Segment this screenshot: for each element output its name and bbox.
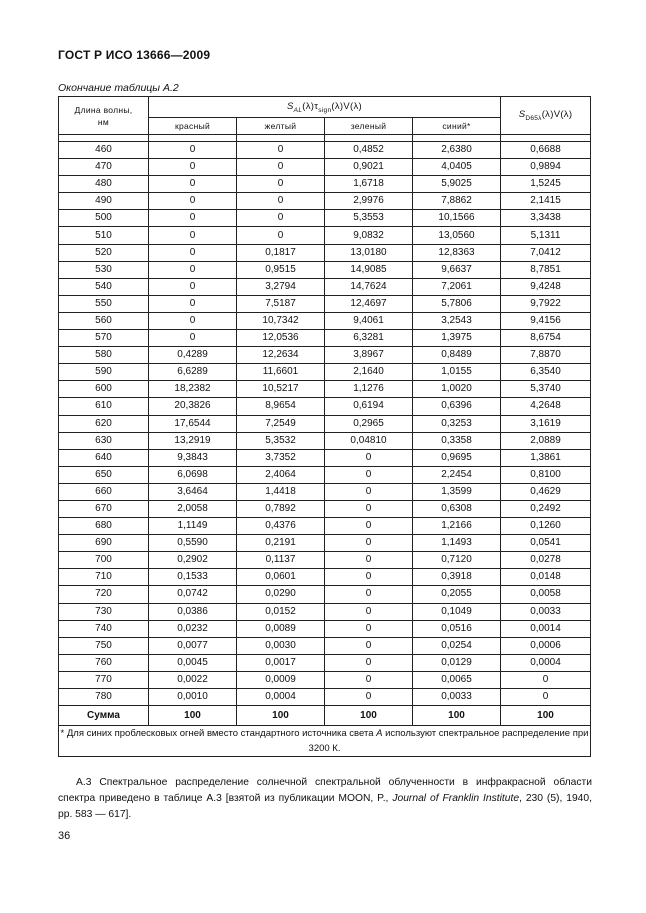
value-cell: 0 [149, 278, 237, 295]
value-cell: 0,5590 [149, 535, 237, 552]
value-cell: 0,0010 [149, 689, 237, 706]
value-cell: 0 [149, 312, 237, 329]
value-cell: 0,6194 [325, 398, 413, 415]
value-cell: 0 [149, 193, 237, 210]
wavelength-cell: 750 [59, 637, 149, 654]
wavelength-cell: 520 [59, 244, 149, 261]
value-cell: 12,0536 [237, 330, 325, 347]
footnote [59, 726, 591, 757]
value-cell: 0 [325, 689, 413, 706]
table-row [59, 193, 591, 210]
section-a3-paragraph [58, 775, 592, 823]
value-cell: 0,2965 [325, 415, 413, 432]
value-cell: 0,0058 [501, 586, 591, 603]
subcolumn-blue: синий* [413, 118, 501, 135]
wavelength-cell: 540 [59, 278, 149, 295]
table-row [59, 398, 591, 415]
table-row [59, 637, 591, 654]
page-number: 36 [58, 830, 71, 842]
value-cell: 0 [501, 671, 591, 688]
d65-rest: (λ)V(λ) [541, 109, 573, 121]
value-cell: 12,8363 [413, 244, 501, 261]
value-cell: 1,4418 [237, 483, 325, 500]
value-cell: 5,9025 [413, 176, 501, 193]
value-cell: 7,2549 [237, 415, 325, 432]
wavelength-cell: 560 [59, 312, 149, 329]
value-cell: 0,0089 [237, 620, 325, 637]
d65-sub: D65λ [525, 114, 542, 122]
value-cell: 1,1493 [413, 535, 501, 552]
table-row [59, 415, 591, 432]
table-row [59, 535, 591, 552]
value-cell: 9,4156 [501, 312, 591, 329]
value-cell: 0,9021 [325, 159, 413, 176]
group-s-sub: A [293, 106, 299, 114]
d65-s: S [518, 109, 526, 121]
value-cell: 1,3975 [413, 330, 501, 347]
value-cell: 0 [237, 227, 325, 244]
value-cell: 7,2061 [413, 278, 501, 295]
value-cell: 5,1311 [501, 227, 591, 244]
value-cell: 0,0033 [501, 603, 591, 620]
value-cell: 0,1533 [149, 569, 237, 586]
value-cell: 0 [237, 142, 325, 159]
value-cell: 0,7892 [237, 500, 325, 517]
value-cell: 2,2454 [413, 466, 501, 483]
value-cell: 0,0278 [501, 552, 591, 569]
value-cell: 1,3599 [413, 483, 501, 500]
value-cell: 0,2492 [501, 500, 591, 517]
value-cell: 0,8100 [501, 466, 591, 483]
value-cell: 9,3843 [149, 449, 237, 466]
value-cell: 0,0014 [501, 620, 591, 637]
value-cell: 0 [149, 159, 237, 176]
group-rest: (λ)V(λ) [331, 100, 362, 112]
value-cell: 13,0560 [413, 227, 501, 244]
value-cell: 7,0412 [501, 244, 591, 261]
wavelength-cell: 460 [59, 142, 149, 159]
value-cell: 0,6688 [501, 142, 591, 159]
wavelength-cell: 720 [59, 586, 149, 603]
value-cell: 8,6754 [501, 330, 591, 347]
table-row [59, 295, 591, 312]
value-cell: 0 [325, 637, 413, 654]
wavelength-cell: 570 [59, 330, 149, 347]
value-cell: 0 [325, 466, 413, 483]
document-header: ГОСТ Р ИСО 13666—2009 [58, 48, 211, 62]
table-row [59, 330, 591, 347]
value-cell: 0 [325, 671, 413, 688]
group-lambda: (λ)τ [302, 100, 319, 112]
wavelength-unit: нм [97, 116, 110, 127]
table-row [59, 210, 591, 227]
value-cell: 0,2055 [413, 586, 501, 603]
value-cell: 0,3253 [413, 415, 501, 432]
value-cell: 0 [325, 569, 413, 586]
table-row [59, 227, 591, 244]
value-cell: 12,4697 [325, 295, 413, 312]
group-header [149, 97, 501, 118]
table-row [59, 381, 591, 398]
value-cell: 0,6396 [413, 398, 501, 415]
wavelength-cell: 480 [59, 176, 149, 193]
journal-title: Journal of Franklin Institute [392, 793, 520, 804]
value-cell: 0,0065 [413, 671, 501, 688]
footnote-text: * Для синих проблесковых огней вместо стандартного источника света [60, 728, 377, 740]
sum-cell: 100 [149, 706, 237, 726]
value-cell: 1,1149 [149, 518, 237, 535]
wavelength-cell: 580 [59, 347, 149, 364]
value-cell: 1,2166 [413, 518, 501, 535]
value-cell: 0,0004 [501, 654, 591, 671]
footnote-emph: А [376, 728, 383, 740]
value-cell: 7,5187 [237, 295, 325, 312]
value-cell: 0,1049 [413, 603, 501, 620]
value-cell: 0 [149, 176, 237, 193]
value-cell: 0 [149, 210, 237, 227]
value-cell: 2,1640 [325, 364, 413, 381]
footnote-text-end: используют спектральное распределение при 3200 К. [308, 728, 589, 755]
table-row [59, 518, 591, 535]
table-row [59, 689, 591, 706]
value-cell: 10,5217 [237, 381, 325, 398]
value-cell: 0,1260 [501, 518, 591, 535]
value-cell: 4,2648 [501, 398, 591, 415]
value-cell: 20,3826 [149, 398, 237, 415]
table-row [59, 312, 591, 329]
value-cell: 0,3358 [413, 432, 501, 449]
value-cell: 0,0004 [237, 689, 325, 706]
sum-row [59, 706, 591, 726]
group-s-sub2: L [298, 106, 303, 114]
value-cell: 0 [325, 552, 413, 569]
value-cell: 0,0030 [237, 637, 325, 654]
value-cell: 0,1817 [237, 244, 325, 261]
value-cell: 3,2794 [237, 278, 325, 295]
value-cell: 0,0290 [237, 586, 325, 603]
value-cell: 3,7352 [237, 449, 325, 466]
value-cell: 0,3918 [413, 569, 501, 586]
value-cell: 0,0232 [149, 620, 237, 637]
wavelength-cell: 490 [59, 193, 149, 210]
wavelength-cell: 760 [59, 654, 149, 671]
wavelength-cell: 660 [59, 483, 149, 500]
paragraph-text-end: , 230 (5), 1940, pp. 583 — 617]. [58, 793, 593, 820]
value-cell: 0,0601 [237, 569, 325, 586]
wavelength-cell: 510 [59, 227, 149, 244]
table-row [59, 552, 591, 569]
value-cell: 5,3740 [501, 381, 591, 398]
value-cell: 0 [325, 620, 413, 637]
wavelength-cell: 530 [59, 261, 149, 278]
table-row [59, 466, 591, 483]
table-row [59, 671, 591, 688]
value-cell: 0 [501, 689, 591, 706]
value-cell: 12,2634 [237, 347, 325, 364]
wavelength-cell: 740 [59, 620, 149, 637]
wavelength-cell: 680 [59, 518, 149, 535]
table-row [59, 278, 591, 295]
wavelength-header [59, 97, 149, 135]
footnote-row [59, 726, 591, 757]
table-row [59, 159, 591, 176]
value-cell: 3,3438 [501, 210, 591, 227]
spectral-table [58, 96, 591, 757]
value-cell: 9,6637 [413, 261, 501, 278]
value-cell: 0,0017 [237, 654, 325, 671]
value-cell: 6,3540 [501, 364, 591, 381]
value-cell: 18,2382 [149, 381, 237, 398]
value-cell: 9,4061 [325, 312, 413, 329]
value-cell: 3,1619 [501, 415, 591, 432]
value-cell: 0,2191 [237, 535, 325, 552]
value-cell: 3,6464 [149, 483, 237, 500]
value-cell: 0,4376 [237, 518, 325, 535]
wavelength-cell: 730 [59, 603, 149, 620]
wavelength-label: Длина волны, [74, 104, 133, 115]
value-cell: 2,9976 [325, 193, 413, 210]
value-cell: 5,3532 [237, 432, 325, 449]
value-cell: 0 [237, 193, 325, 210]
value-cell: 0 [325, 449, 413, 466]
wavelength-cell: 630 [59, 432, 149, 449]
table-row [59, 432, 591, 449]
wavelength-cell: 610 [59, 398, 149, 415]
value-cell: 0,2902 [149, 552, 237, 569]
value-cell: 0 [325, 654, 413, 671]
value-cell: 0 [325, 483, 413, 500]
wavelength-cell: 620 [59, 415, 149, 432]
value-cell: 0,7120 [413, 552, 501, 569]
value-cell: 0,9515 [237, 261, 325, 278]
table-row [59, 142, 591, 159]
value-cell: 4,0405 [413, 159, 501, 176]
value-cell: 0 [237, 159, 325, 176]
wavelength-cell: 710 [59, 569, 149, 586]
wavelength-cell: 590 [59, 364, 149, 381]
wavelength-cell: 690 [59, 535, 149, 552]
sum-cell: 100 [237, 706, 325, 726]
value-cell: 5,3553 [325, 210, 413, 227]
value-cell: 0,0541 [501, 535, 591, 552]
value-cell: 0 [149, 227, 237, 244]
value-cell: 0,4852 [325, 142, 413, 159]
wavelength-cell: 670 [59, 500, 149, 517]
value-cell: 13,2919 [149, 432, 237, 449]
d65-header [501, 97, 591, 135]
value-cell: 2,4064 [237, 466, 325, 483]
value-cell: 0 [149, 142, 237, 159]
sum-cell: 100 [501, 706, 591, 726]
value-cell: 1,3861 [501, 449, 591, 466]
subcolumn-red: красный [149, 118, 237, 135]
value-cell: 0,0022 [149, 671, 237, 688]
value-cell: 0,04810 [325, 432, 413, 449]
table-row [59, 483, 591, 500]
value-cell: 1,0020 [413, 381, 501, 398]
value-cell: 0,8489 [413, 347, 501, 364]
value-cell: 0 [325, 500, 413, 517]
value-cell: 9,0832 [325, 227, 413, 244]
value-cell: 1,0155 [413, 364, 501, 381]
value-cell: 2,6380 [413, 142, 501, 159]
value-cell: 0,0386 [149, 603, 237, 620]
value-cell: 7,8862 [413, 193, 501, 210]
wavelength-cell: 700 [59, 552, 149, 569]
wavelength-cell: 550 [59, 295, 149, 312]
value-cell: 0,0152 [237, 603, 325, 620]
value-cell: 1,6718 [325, 176, 413, 193]
value-cell: 0,0254 [413, 637, 501, 654]
table-row [59, 586, 591, 603]
value-cell: 2,1415 [501, 193, 591, 210]
table-row [59, 449, 591, 466]
value-cell: 17,6544 [149, 415, 237, 432]
value-cell: 14,9085 [325, 261, 413, 278]
value-cell: 0,0742 [149, 586, 237, 603]
sum-cell: 100 [325, 706, 413, 726]
value-cell: 0,0033 [413, 689, 501, 706]
value-cell: 0,9894 [501, 159, 591, 176]
value-cell: 0 [237, 210, 325, 227]
sum-cell: 100 [413, 706, 501, 726]
value-cell: 6,3281 [325, 330, 413, 347]
wavelength-cell: 500 [59, 210, 149, 227]
value-cell: 9,4248 [501, 278, 591, 295]
value-cell: 0 [325, 603, 413, 620]
value-cell: 11,6601 [237, 364, 325, 381]
table-row [59, 244, 591, 261]
value-cell: 0,0045 [149, 654, 237, 671]
group-s: S [287, 100, 294, 112]
value-cell: 3,8967 [325, 347, 413, 364]
value-cell: 10,1566 [413, 210, 501, 227]
value-cell: 6,6289 [149, 364, 237, 381]
value-cell: 0 [149, 244, 237, 261]
table-row [59, 347, 591, 364]
value-cell: 8,9654 [237, 398, 325, 415]
value-cell: 0 [325, 586, 413, 603]
value-cell: 0,4289 [149, 347, 237, 364]
value-cell: 3,2543 [413, 312, 501, 329]
value-cell: 0,0077 [149, 637, 237, 654]
table-row [59, 603, 591, 620]
subcolumn-green: зеленый [325, 118, 413, 135]
value-cell: 0,0148 [501, 569, 591, 586]
value-cell: 0 [325, 518, 413, 535]
table-row [59, 654, 591, 671]
value-cell: 0 [325, 535, 413, 552]
wavelength-cell: 780 [59, 689, 149, 706]
value-cell: 0,0006 [501, 637, 591, 654]
group-tau-sub: sign [318, 106, 332, 114]
value-cell: 5,7806 [413, 295, 501, 312]
value-cell: 8,7851 [501, 261, 591, 278]
wavelength-cell: 600 [59, 381, 149, 398]
value-cell: 0 [149, 261, 237, 278]
table-row [59, 620, 591, 637]
value-cell: 0 [237, 176, 325, 193]
wavelength-cell: 470 [59, 159, 149, 176]
value-cell: 2,0058 [149, 500, 237, 517]
sum-label: Сумма [59, 706, 149, 726]
value-cell: 0,0129 [413, 654, 501, 671]
value-cell: 0,6308 [413, 500, 501, 517]
value-cell: 0,4629 [501, 483, 591, 500]
paragraph-text: А.3 Спектральное распределение солнечной спектральной облученности в инфракрасной области спектра приведено в таблице А.3 [взятой из публикации MOON, P., [58, 777, 592, 804]
value-cell: 0 [149, 295, 237, 312]
table-row [59, 364, 591, 381]
value-cell: 0,0516 [413, 620, 501, 637]
value-cell: 0,9695 [413, 449, 501, 466]
value-cell: 14,7624 [325, 278, 413, 295]
value-cell: 6,0698 [149, 466, 237, 483]
wavelength-cell: 640 [59, 449, 149, 466]
table-caption: Окончание таблицы А.2 [58, 82, 179, 94]
value-cell: 2,0889 [501, 432, 591, 449]
wavelength-cell: 650 [59, 466, 149, 483]
subcolumn-yellow: желтый [237, 118, 325, 135]
wavelength-cell: 770 [59, 671, 149, 688]
value-cell: 7,8870 [501, 347, 591, 364]
value-cell: 9,7922 [501, 295, 591, 312]
value-cell: 0,0009 [237, 671, 325, 688]
value-cell: 0,1137 [237, 552, 325, 569]
value-cell: 13,0180 [325, 244, 413, 261]
table-row [59, 261, 591, 278]
value-cell: 10,7342 [237, 312, 325, 329]
value-cell: 0 [149, 330, 237, 347]
value-cell: 1,5245 [501, 176, 591, 193]
table-row [59, 569, 591, 586]
table-row [59, 176, 591, 193]
table-row [59, 500, 591, 517]
value-cell: 1,1276 [325, 381, 413, 398]
